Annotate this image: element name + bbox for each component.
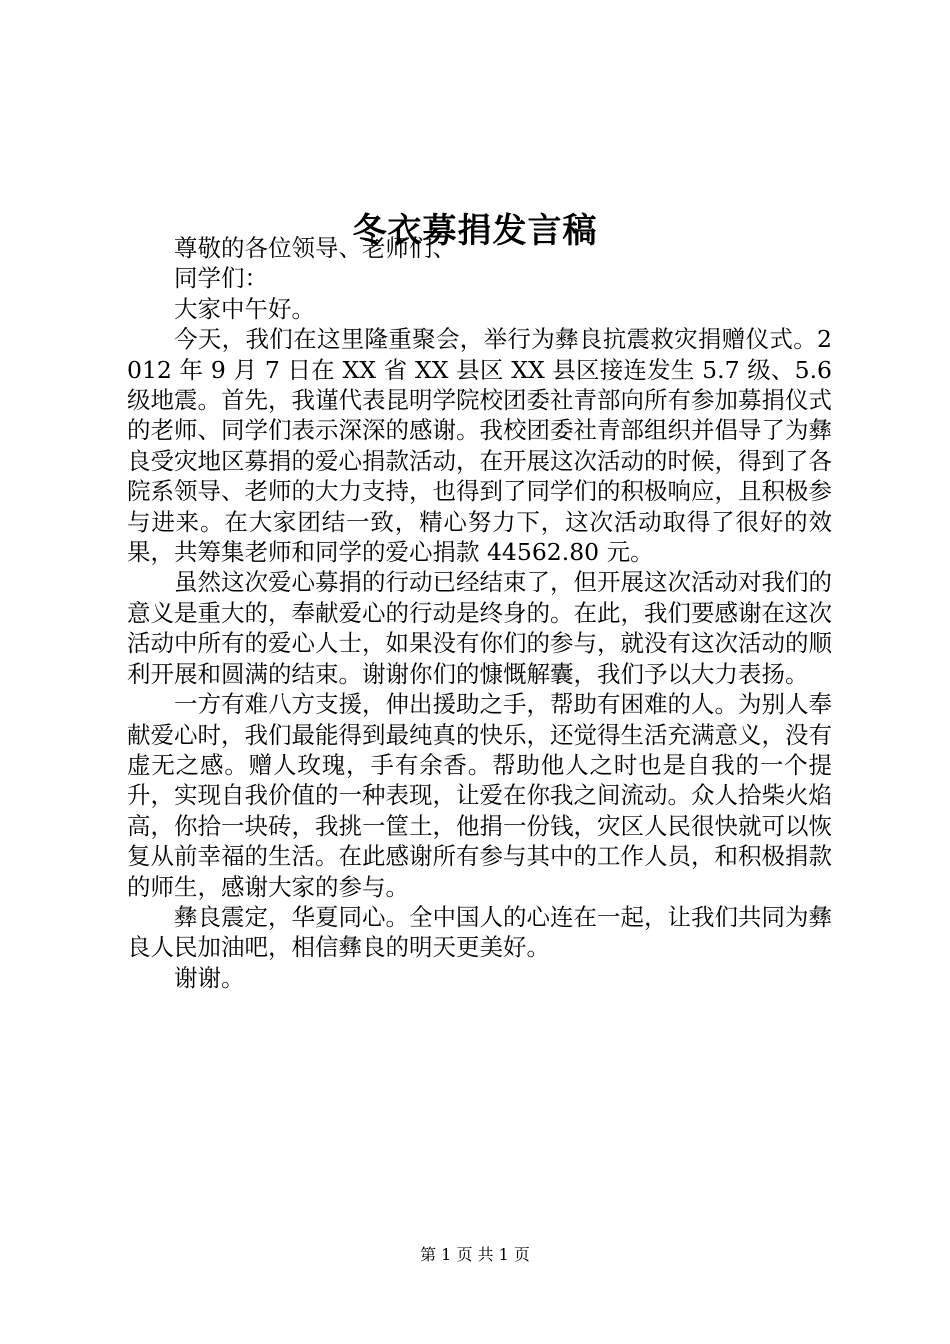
paragraph-body: 虽然这次爱心募捐的行动已经结束了，但开展这次活动对我们的意义是重大的，奉献爱心的行动是终身的。在此，我们要感谢在这次活动中所有的爱心人士，如果没有你们的参与，就没有这次活动的顺利开展和圆满的结束。谢谢你们的慷慨解囊，我们予以大力表扬。 (127, 568, 832, 688)
paragraph-body: 彝良震定，华夏同心。全中国人的心连在一起，让我们共同为彝良人民加油吧，相信彝良的明天更美好。 (127, 902, 832, 962)
paragraph-salutation-continued: 同学们： (174, 264, 268, 293)
paragraph-body: 一方有难八方支援，伸出援助之手，帮助有困难的人。为别人奉献爱心时，我们最能得到最纯真的快乐，还觉得生活充满意义，没有虚无之感。赠人玫瑰，手有余香。帮助他人之时也是自我的一个提升，实现自我价值的一种表现，让爱在你我之间流动。众人拾柴火焰高，你拾一块砖，我挑一筐土，他捐一份钱，灾区人民很快就可以恢复从前幸福的生活。在此感谢所有参与其中的工作人员，和积极捐款的师生，感谢大家的参与。 (127, 690, 832, 901)
page-title: 冬衣募捐发言稿 (352, 210, 598, 251)
document-body (127, 233, 840, 993)
paragraph-greeting: 大家中午好。 (174, 294, 315, 323)
paragraph-closing: 谢谢。 (174, 963, 245, 992)
paragraph-salutation: 尊敬的各位领导、老师们、 (174, 234, 456, 262)
page-number-footer: 第 1 页 共 1 页 (420, 1245, 530, 1264)
paragraph-body: 今天，我们在这里隆重聚会，举行为彝良抗震救灾捐赠仪式。2012 年 9 月 7 日在 XX 省 XX 县区 XX 县区接连发生 5.7 级、5.6 级地震。首先，我谨代表昆明学院校团委社青部向所有参加募捐仪式的老师、同学们表示深深的感谢。我校团委社青部组织并倡导了为彝良受灾地区募捐的爱心捐款活动，在开展这次活动的时候，得到了各院系领导、老师的大力支持，也得到了同学们的积极响应，且积极参与进来。在大家团结一致，精心努力下，这次活动取得了很好的效果，共筹集老师和同学的爱心捐款 44562.80 元。 (127, 325, 840, 567)
